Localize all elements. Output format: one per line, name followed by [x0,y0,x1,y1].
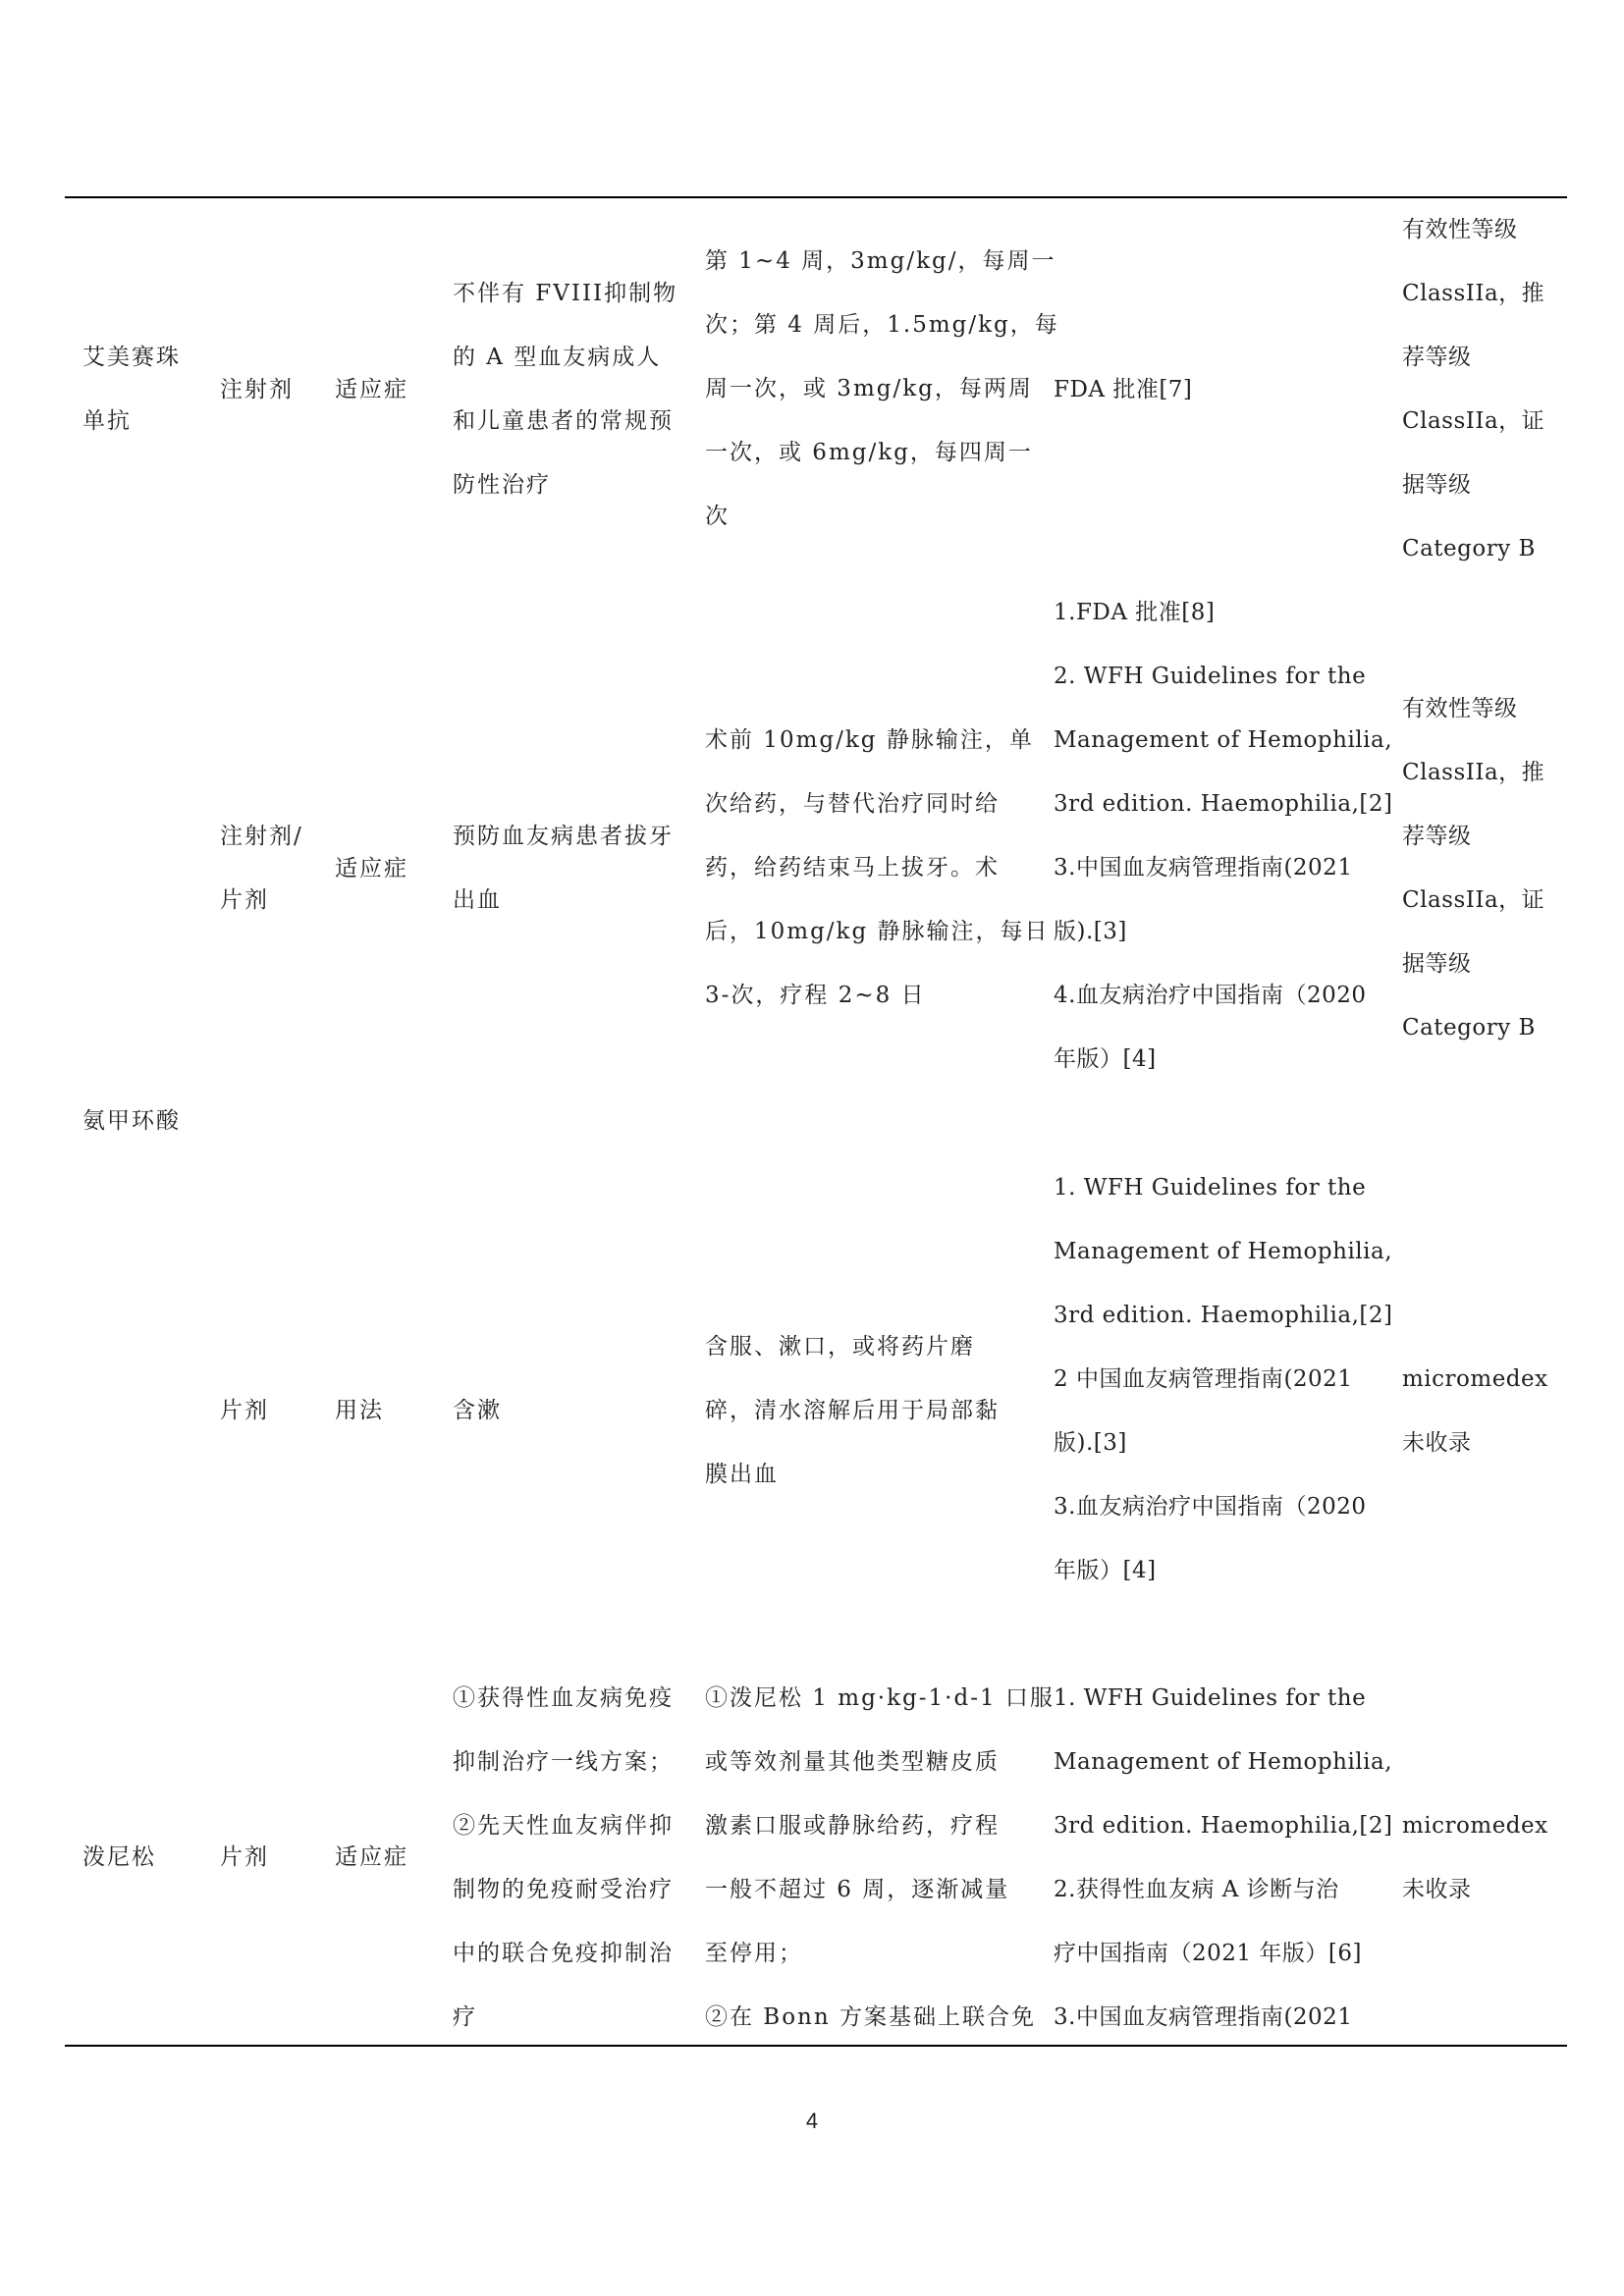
text-line: 据等级 [1402,472,1472,498]
drug-name-cell [82,1090,200,1153]
text-line: 2.获得性血友病 A 诊断与治 [1054,1877,1339,1902]
text-line: 抑制治疗一线方案； [453,1749,674,1775]
text-line: 制物的免疫耐受治疗 [453,1877,674,1902]
text-line: 或等效剂量其他类型糖皮质 [705,1749,1000,1775]
text-line: 3.中国血友病管理指南(2021 [1054,2004,1353,2030]
text-line: ②在 Bonn 方案基础上联合免 [705,2004,1036,2030]
dosage-cell [705,230,1059,549]
text-line: ClassIIa，推 [1402,281,1545,306]
text-line: 荐等级 [1402,824,1472,849]
text-line: 周一次，或 3mg/kg，每两周 [705,376,1033,401]
text-line: 注射剂 [220,377,294,402]
text-line: 次；第 4 周后，1.5mg/kg，每 [705,312,1059,338]
text-line: ClassIIa，证 [1402,887,1545,913]
text-line: 据等级 [1402,951,1472,977]
text-line: 次 [705,504,730,529]
text-line: 4.血友病治疗中国指南（2020 [1054,983,1367,1008]
text-line: Category B [1402,536,1536,561]
text-line: 1. WFH Guidelines for the [1054,1175,1367,1201]
text-line: 第 1~4 周，3mg/kg/，每周一 [705,248,1056,274]
text-line: 出血 [453,887,502,913]
text-line: micromedex [1402,1366,1548,1392]
table-bottom-rule [65,2045,1567,2047]
text-line: 有效性等级 [1402,217,1518,242]
text-line: 防性治疗 [453,472,551,498]
text-line: ①泼尼松 1 mg·kg-1·d-1 口服 [705,1685,1055,1711]
text-line: 的 A 型血友病成人 [453,345,662,370]
text-line: 含漱 [453,1398,502,1423]
text-line: 激素口服或静脉给药，疗程 [705,1813,1000,1839]
page-number: 4 [805,2109,819,2133]
text-line: 年版）[4] [1054,1046,1157,1072]
text-line: 不伴有 FVIII抑制物 [453,281,678,306]
text-line: Category B [1402,1015,1536,1041]
text-line: 未收录 [1402,1877,1472,1902]
text-line: 次给药，与替代治疗同时给 [705,791,1000,817]
text-line: 荐等级 [1402,345,1472,370]
text-line: 预防血友病患者拔牙 [453,824,674,849]
drug-name-cell [82,326,200,454]
category-cell [335,837,433,901]
text-line: 药，给药结束马上拔牙。术 [705,855,1000,881]
text-line: 含服、漱口，或将药片磨 [705,1334,975,1360]
text-line: Management of Hemophilia, [1054,1239,1393,1264]
indication-cell [453,805,688,933]
text-line: 疗 [453,2004,477,2030]
dosage-form-cell [220,358,318,422]
text-line: 3rd edition. Haemophilia,[2] [1054,1303,1393,1328]
text-line: 3rd edition. Haemophilia,[2] [1054,1813,1393,1839]
text-line: 未收录 [1402,1430,1472,1456]
text-line: 用法 [335,1398,384,1423]
text-line: FDA 批准[7] [1054,377,1193,402]
category-cell [335,1379,433,1443]
text-line: 片剂 [220,1844,269,1870]
text-line: 2 中国血友病管理指南(2021 [1054,1366,1353,1392]
text-line: 适应症 [335,1844,408,1870]
text-line: 单抗 [82,408,132,434]
text-line: 1. WFH Guidelines for the [1054,1685,1367,1711]
category-cell [335,358,433,422]
drug-name-cell [82,1826,200,1890]
text-line: 2. WFH Guidelines for the [1054,664,1367,689]
text-line: ①获得性血友病免疫 [453,1685,674,1711]
dosage-cell [705,1667,1055,2050]
text-line: 适应症 [335,377,408,402]
text-line: 膜出血 [705,1462,779,1487]
text-line: 碎，清水溶解后用于局部黏 [705,1398,1000,1423]
category-cell [335,1826,433,1890]
text-line: 泼尼松 [82,1844,156,1870]
text-line: 片剂 [220,887,269,913]
text-line: 术前 10mg/kg 静脉输注，单 [705,727,1034,753]
basis-cell [1054,581,1393,1092]
dosage-cell [705,709,1050,1028]
text-line: ClassIIa，推 [1402,760,1545,785]
text-line: 氨甲环酸 [82,1108,181,1134]
text-line: Management of Hemophilia, [1054,1749,1393,1775]
text-line: 一般不超过 6 周，逐渐减量 [705,1877,1010,1902]
text-line: 疗中国指南（2021 年版）[6] [1054,1941,1362,1966]
text-line: 有效性等级 [1402,696,1518,721]
evidence-level-cell [1402,198,1549,581]
dosage-form-cell [220,1379,318,1443]
dosage-form-cell [220,1826,318,1890]
text-line: 一次，或 6mg/kg，每四周一 [705,440,1033,465]
text-line: 中的联合免疫抑制治 [453,1941,674,1966]
text-line: 3rd edition. Haemophilia,[2] [1054,791,1393,817]
text-line: 版).[3] [1054,919,1127,944]
text-line: ClassIIa，证 [1402,408,1545,434]
text-line: 至停用； [705,1941,803,1966]
text-line: 1.FDA 批准[8] [1054,600,1216,625]
text-line: micromedex [1402,1813,1548,1839]
evidence-level-cell [1402,1348,1549,1475]
basis-cell [1054,1667,1393,2050]
text-line: 版).[3] [1054,1430,1127,1456]
table-top-rule [65,196,1567,198]
usage-cell [453,1379,688,1443]
basis-cell [1054,1156,1393,1603]
text-line: 片剂 [220,1398,269,1423]
text-line: 注射剂/ [220,824,303,849]
evidence-level-cell [1402,1794,1549,1922]
text-line: ②先天性血友病伴抑 [453,1813,674,1839]
text-line: Management of Hemophilia, [1054,727,1393,753]
text-line: 3.中国血友病管理指南(2021 [1054,855,1353,881]
evidence-level-cell [1402,677,1549,1060]
dosage-cell [705,1315,1039,1507]
text-line: 3-次，疗程 2~8 日 [705,983,926,1008]
indication-cell [453,1667,688,2050]
text-line: 艾美赛珠 [82,345,181,370]
basis-cell [1054,358,1387,422]
text-line: 年版）[4] [1054,1558,1157,1583]
dosage-form-cell [220,805,318,933]
text-line: 和儿童患者的常规预 [453,408,674,434]
text-line: 适应症 [335,856,408,881]
text-line: 后，10mg/kg 静脉输注，每日 [705,919,1050,944]
indication-cell [453,262,688,517]
text-line: 3.血友病治疗中国指南（2020 [1054,1494,1367,1520]
